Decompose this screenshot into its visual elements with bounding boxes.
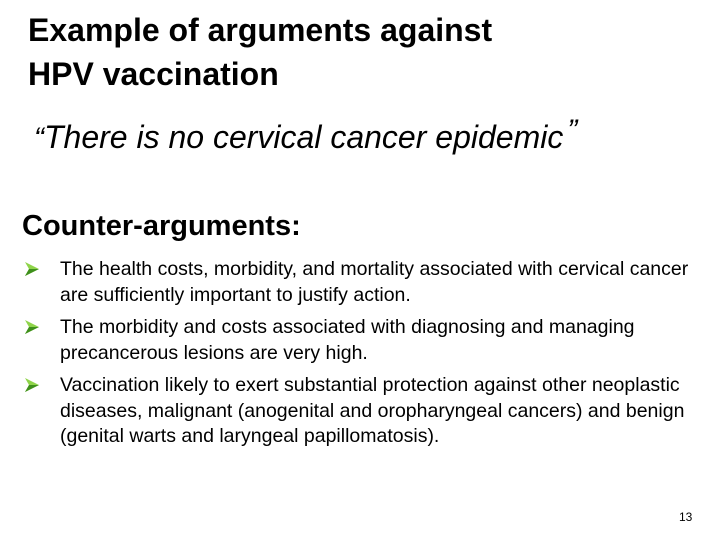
page-number: 13 xyxy=(679,510,693,524)
arrow-bullet-icon xyxy=(24,261,40,277)
bullet-text: The health costs, morbidity, and mortality associated with cervical cancer are sufficiently important to justify action. xyxy=(60,258,689,306)
list-item xyxy=(24,257,696,308)
counter-arguments-list xyxy=(24,257,696,457)
quote-close-mark: ” xyxy=(567,114,578,147)
bullet-text: The morbidity and costs associated with diagnosing and managing precancerous lesions are very high. xyxy=(60,316,635,364)
list-item xyxy=(24,373,696,450)
bullet-text: Vaccination likely to exert substantial protection against other neoplastic diseases, malignant (anogenital and oropharyngeal cancers) and benign (genital warts and laryngeal papillomatosis). xyxy=(60,374,685,447)
quote xyxy=(34,111,700,159)
title-line-2: HPV vaccination xyxy=(28,56,279,92)
list-item xyxy=(24,315,696,366)
arrow-bullet-icon xyxy=(24,319,40,335)
arrow-bullet-icon xyxy=(24,377,40,393)
counter-arguments-heading: Counter-arguments: xyxy=(22,210,301,242)
slide-title xyxy=(28,8,688,96)
quote-text: There is no cervical cancer epidemic xyxy=(44,119,564,155)
title-line-1: Example of arguments against xyxy=(28,12,493,48)
quote-open-mark: “ xyxy=(34,122,44,155)
